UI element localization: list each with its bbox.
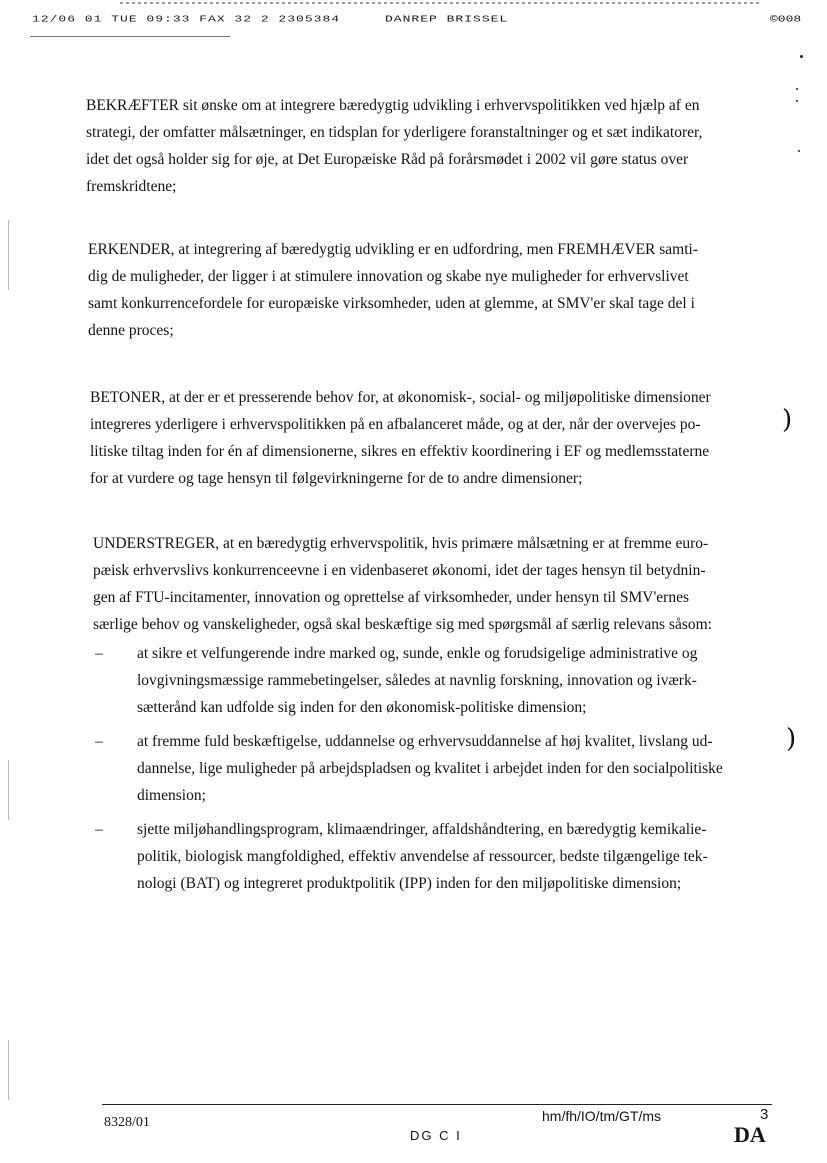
paragraph-line: for at vurdere og tage hensyn til følgevirkningerne for de to andre dimensioner; <box>90 470 583 487</box>
paragraph-erkender <box>88 236 698 344</box>
page-number: 3 <box>760 1106 769 1123</box>
paragraph-line: UNDERSTREGER, at en bæredygtig erhvervspolitik, hvis primære målsætning er at fremme euro- <box>93 535 709 552</box>
bullet-line: at sikre et velfungerende indre marked og, sunde, enkle og forudsigelige administrative og <box>137 645 698 662</box>
scan-speck <box>796 88 798 90</box>
bullet-line: sætterånd kan udfolde sig inden for den økonomisk-politiske dimension; <box>137 699 587 716</box>
bullet-line: sjette miljøhandlingsprogram, klimaændringer, affaldshåndtering, en bæredygtig kemikalie- <box>137 821 707 838</box>
hole-punch-mark: ) <box>786 724 797 754</box>
paragraph-line: strategi, der omfatter målsætninger, en tidsplan for yderligere foranstaltninger og et sæt indikatorer, <box>86 124 703 141</box>
author-initials: hm/fh/IO/tm/GT/ms <box>542 1108 662 1124</box>
document-number: 8328/01 <box>104 1115 150 1130</box>
bullet-line: at fremme fuld beskæftigelse, uddannelse og erhvervsuddannelse af høj kvalitet, livslang ud- <box>137 733 713 750</box>
paragraph-line: særlige behov og vanskeligheder, også skal beskæftige sig med spørgsmål af særlig relevans såsom: <box>93 616 712 633</box>
fax-scan-line <box>120 2 760 4</box>
bullet-text <box>137 640 697 721</box>
bullet-dash: – <box>95 821 103 838</box>
paragraph-line: denne proces; <box>88 322 174 339</box>
scan-edge-mark <box>8 760 9 820</box>
scan-speck <box>800 55 803 58</box>
bullet-line: lovgivningsmæssige rammebetingelser, således at navnlig forskning, innovation og iværk- <box>137 672 697 689</box>
paragraph-line: gen af FTU-incitamenter, innovation og oprettelse af virksomheder, under hensyn til SMV'ernes <box>93 589 689 606</box>
bullet-text <box>137 816 708 897</box>
scan-edge-mark <box>8 220 9 290</box>
paragraph-understreger <box>93 530 712 638</box>
bullet-dash: – <box>95 645 103 662</box>
bullet-line: dimension; <box>137 787 206 804</box>
fax-header <box>0 0 827 40</box>
paragraph-line: BETONER, at der er et presserende behov for, at økonomisk-, social- og miljøpolitiske dimensioner <box>90 389 711 406</box>
bullet-text <box>137 728 723 809</box>
fax-header-left: 12/06 01 TUE 09:33 FAX 32 2 2305384 <box>32 14 341 25</box>
department-code: DG C I <box>410 1128 462 1143</box>
scan-edge-mark <box>8 1040 9 1100</box>
bullet-line: nologi (BAT) og integreret produktpolitik (IPP) inden for den miljøpolitiske dimension; <box>137 875 682 892</box>
paragraph-line: samt konkurrencefordele for europæiske virksomheder, uden at glemme, at SMV'er skal tage del i <box>88 295 695 312</box>
footer-rule <box>102 1104 772 1105</box>
bullet-line: politik, biologisk mangfoldighed, effektiv anvendelse af ressourcer, bedste tilgængelige tek- <box>137 848 708 865</box>
paragraph-line: ERKENDER, at integrering af bæredygtig udvikling er en udfordring, men FREMHÆVER samti- <box>88 241 699 258</box>
paragraph-line: integreres yderligere i erhvervspolitikken på en afbalanceret måde, og at der, når der overvejes po- <box>90 416 701 433</box>
bullet-line: dannelse, lige muligheder på arbejdspladsen og kvalitet i arbejdet inden for den socialpolitiske <box>137 760 723 777</box>
paragraph-line: pæisk erhvervslivs konkurrenceevne i en videnbaseret økonomi, idet der tages hensyn til betydnin- <box>93 562 706 579</box>
paragraph-line: dig de muligheder, der ligger i at stimulere innovation og skabe nye muligheder for erhvervslivet <box>88 268 689 285</box>
paragraph-line: BEKRÆFTER sit ønske om at integrere bæredygtig udvikling i erhvervspolitikken ved hjælp af en <box>86 97 700 114</box>
fax-header-center: DANREP BRISSEL <box>385 14 509 25</box>
paragraph-line: litiske tiltag inden for én af dimensionerne, sikres en effektiv koordinering i EF og medlemsstaterne <box>90 443 710 460</box>
scan-speck <box>796 100 798 102</box>
fax-header-right: ©008 <box>770 14 802 25</box>
paragraph-bekraefter <box>86 92 702 200</box>
fax-header-underline <box>30 36 230 37</box>
paragraph-betoner <box>90 384 711 492</box>
scan-speck <box>798 150 800 152</box>
paragraph-line: idet det også holder sig for øje, at Det Europæiske Råd på forårsmødet i 2002 vil gøre status over <box>86 151 689 168</box>
language-code: DA <box>734 1122 766 1147</box>
bullet-dash: – <box>95 733 103 750</box>
hole-punch-mark: ) <box>782 405 793 435</box>
paragraph-line: fremskridtene; <box>86 178 177 195</box>
